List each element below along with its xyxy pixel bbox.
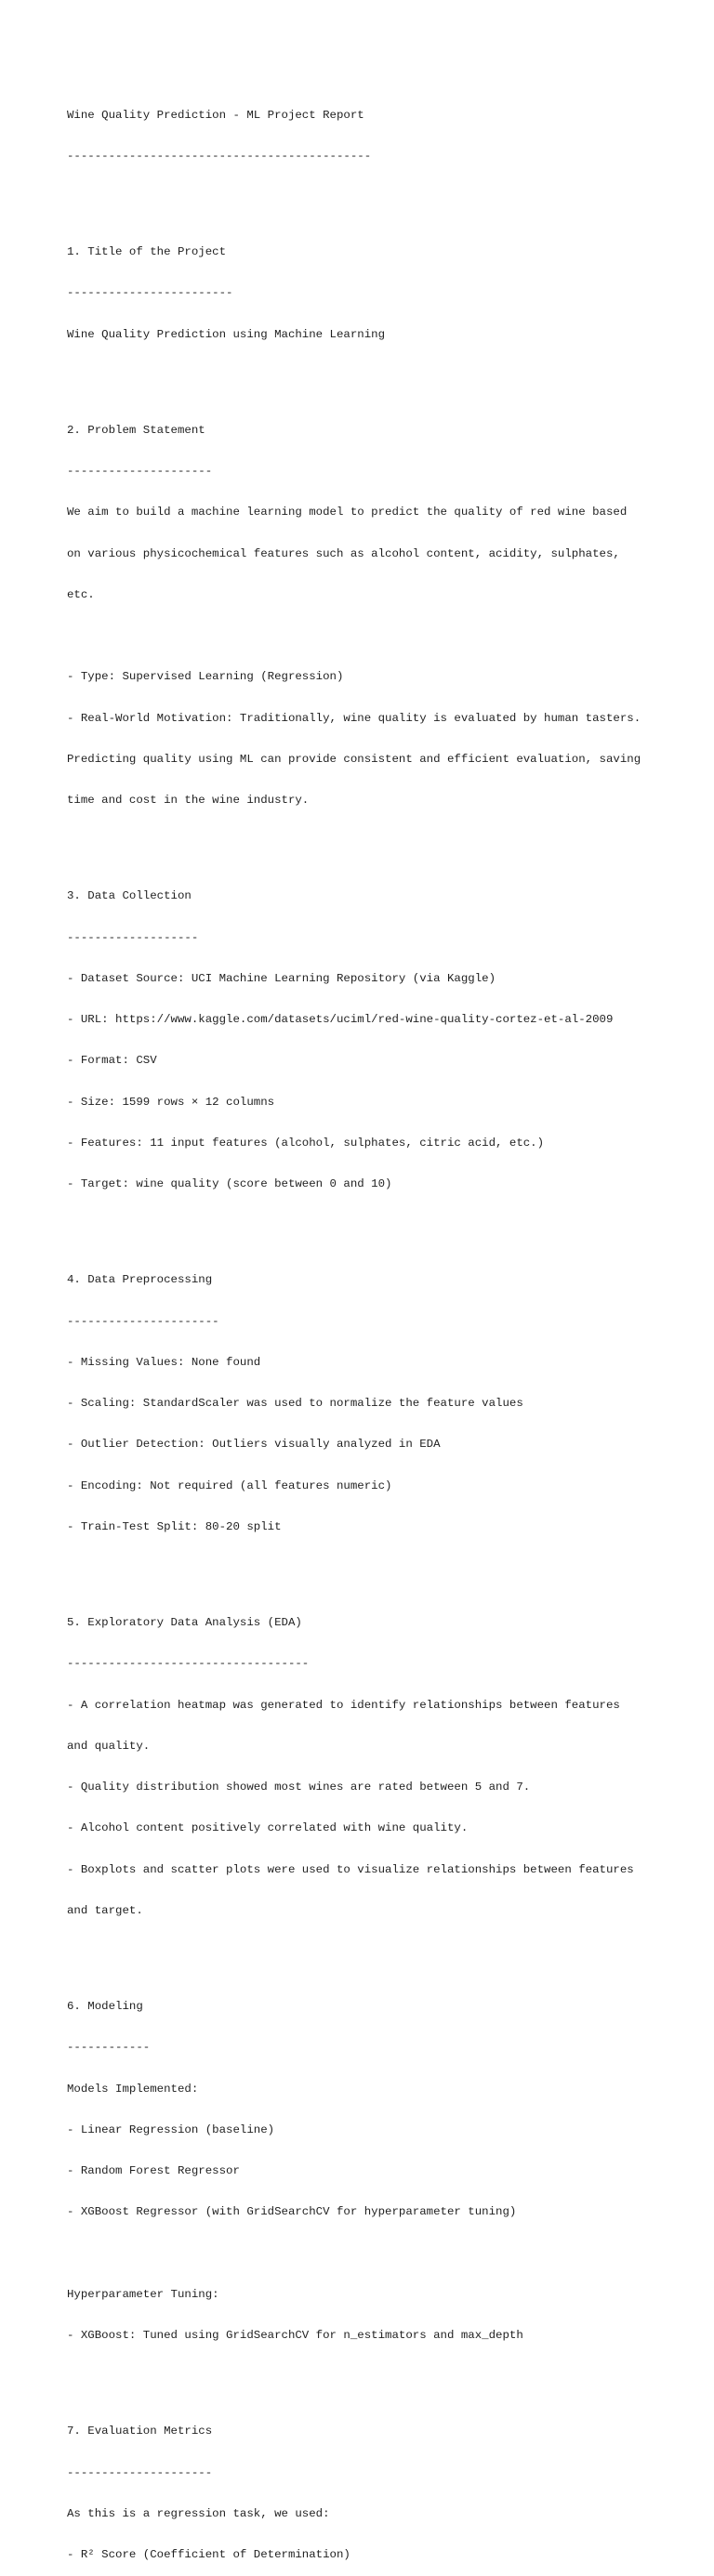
blank-line xyxy=(67,629,708,643)
section-heading-data-preprocessing: 4. Data Preprocessing xyxy=(67,1273,213,1287)
section-heading-problem-statement: 2. Problem Statement xyxy=(67,423,205,437)
title-underline: -------------------------------------------- xyxy=(67,149,372,163)
section-underline: ------------------------ xyxy=(67,286,233,300)
list-item: - Type: Supervised Learning (Regression) xyxy=(67,670,344,684)
section-heading-modeling: 6. Modeling xyxy=(67,2000,143,2013)
list-item: - Alcohol content positively correlated with wine quality. xyxy=(67,1821,469,1835)
list-item: - Boxplots and scatter plots were used to visualize relationships between features xyxy=(67,1862,634,1876)
paragraph-line: and target. xyxy=(67,1903,143,1917)
blank-line xyxy=(67,1945,708,1959)
paragraph-line: Models Implemented: xyxy=(67,2082,199,2096)
list-item: - Dataset Source: UCI Machine Learning Repository (via Kaggle) xyxy=(67,971,496,985)
paragraph-line: Hyperparameter Tuning: xyxy=(67,2287,219,2301)
paragraph-line: As this is a regression task, we used: xyxy=(67,2506,330,2520)
list-item: - XGBoost: Tuned using GridSearchCV for n_estimators and max_depth xyxy=(67,2329,523,2342)
list-item: - Scaling: StandardScaler was used to normalize the feature values xyxy=(67,1397,523,1410)
blank-line xyxy=(67,835,708,848)
list-item: - Features: 11 input features (alcohol, sulphates, citric acid, etc.) xyxy=(67,1136,545,1150)
paragraph-line: We aim to build a machine learning model to predict the quality of red wine based xyxy=(67,506,628,519)
section-underline: ----------------------------------- xyxy=(67,1657,310,1671)
blank-line xyxy=(67,1218,708,1232)
list-item: - Missing Values: None found xyxy=(67,1355,261,1369)
list-item: - XGBoost Regressor (with GridSearchCV for hyperparameter tuning) xyxy=(67,2205,517,2219)
blank-line xyxy=(67,2370,708,2384)
paragraph-line: Wine Quality Prediction using Machine Learning xyxy=(67,327,386,341)
blank-line xyxy=(67,2247,708,2261)
section-underline: --------------------- xyxy=(67,2465,213,2479)
list-item: - Quality distribution showed most wines are rated between 5 and 7. xyxy=(67,1781,531,1794)
list-item: - Target: wine quality (score between 0 and 10) xyxy=(67,1177,392,1190)
paragraph-line: Predicting quality using ML can provide consistent and efficient evaluation, saving xyxy=(67,752,641,766)
section-underline: ------------------- xyxy=(67,930,199,944)
section-heading-title-of-project: 1. Title of the Project xyxy=(67,245,227,258)
document-body xyxy=(67,81,708,2576)
section-heading-evaluation-metrics: 7. Evaluation Metrics xyxy=(67,2425,213,2438)
list-item: - A correlation heatmap was generated to identify relationships between features xyxy=(67,1698,620,1712)
paragraph-line: etc. xyxy=(67,587,95,601)
list-item: - Random Forest Regressor xyxy=(67,2164,240,2177)
list-item-url: - URL: https://www.kaggle.com/datasets/uciml/red-wine-quality-cortez-et-al-2009 xyxy=(67,1013,614,1026)
section-heading-data-collection: 3. Data Collection xyxy=(67,889,192,903)
paragraph-line: and quality. xyxy=(67,1739,151,1753)
blank-line xyxy=(67,191,708,204)
paragraph-line: time and cost in the wine industry. xyxy=(67,794,310,807)
section-heading-eda: 5. Exploratory Data Analysis (EDA) xyxy=(67,1616,302,1629)
document-title: Wine Quality Prediction - ML Project Report xyxy=(67,108,364,122)
list-item: - R² Score (Coefficient of Determination) xyxy=(67,2548,350,2561)
section-underline: ---------------------- xyxy=(67,1314,219,1328)
section-underline: ------------ xyxy=(67,2041,151,2055)
list-item: - Linear Regression (baseline) xyxy=(67,2123,275,2136)
list-item: - Encoding: Not required (all features numeric) xyxy=(67,1479,392,1492)
list-item: - Size: 1599 rows × 12 columns xyxy=(67,1095,275,1109)
paragraph-line: on various physicochemical features such as alcohol content, acidity, sulphates, xyxy=(67,546,620,560)
list-item: - Outlier Detection: Outliers visually analyzed in EDA xyxy=(67,1438,441,1452)
list-item: - Format: CSV xyxy=(67,1054,157,1068)
blank-line xyxy=(67,369,708,383)
list-item: - Train-Test Split: 80-20 split xyxy=(67,1519,282,1533)
section-underline: --------------------- xyxy=(67,465,213,478)
blank-line xyxy=(67,1561,708,1575)
list-item: - Real-World Motivation: Traditionally, wine quality is evaluated by human tasters. xyxy=(67,711,641,725)
